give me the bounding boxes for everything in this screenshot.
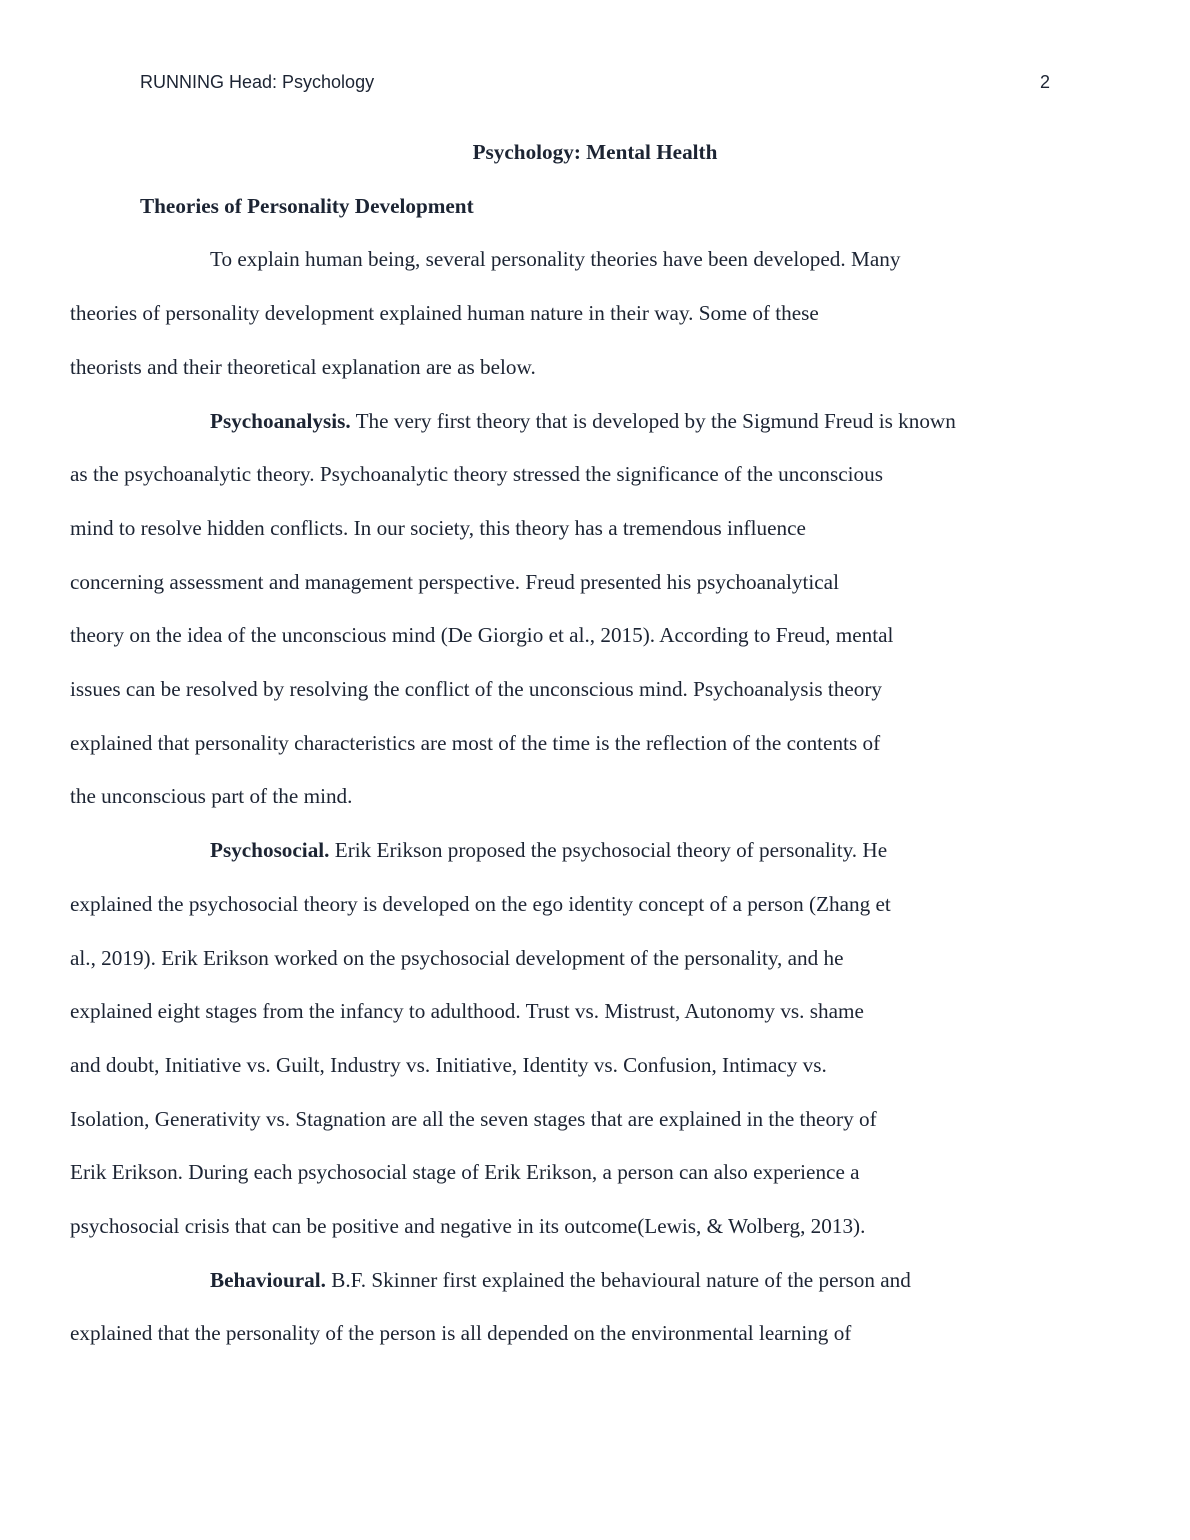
behavioural-paragraph <box>70 1254 1050 1361</box>
paragraph-line: theory on the idea of the unconscious mind (De Giorgio et al., 2015). According to Freud, mental <box>70 623 894 648</box>
paragraph-line: the unconscious part of the mind. <box>70 784 353 809</box>
paragraph-line <box>140 1254 1050 1308</box>
paragraph-first-line-text: B.F. Skinner first explained the behavioural nature of the person and <box>325 1267 911 1292</box>
paragraph-line: explained that personality characteristics are most of the time is the reflection of the contents of <box>70 730 881 755</box>
document-body <box>70 126 1050 1361</box>
page-header <box>140 72 1050 96</box>
paragraph-line: issues can be resolved by resolving the conflict of the unconscious mind. Psychoanalysis theory <box>70 677 883 702</box>
running-head: RUNNING Head: Psychology <box>140 72 375 92</box>
paragraph-line: psychosocial crisis that can be positive and negative in its outcome(Lewis, & Wolberg, 2013). <box>70 1214 866 1239</box>
psychoanalysis-paragraph <box>70 395 1050 825</box>
paragraph-line: theorists and their theoretical explanation are as below. <box>70 354 536 379</box>
section-heading: Theories of Personality Development <box>140 193 474 218</box>
paragraph-line: mind to resolve hidden conflicts. In our society, this theory has a tremendous influence <box>70 515 806 540</box>
paragraph-line: explained eight stages from the infancy to adulthood. Trust vs. Mistrust, Autonomy vs. shame <box>70 999 864 1024</box>
paragraph-line <box>140 395 1050 449</box>
paragraph-line: as the psychoanalytic theory. Psychoanalytic theory stressed the significance of the unconscious <box>70 462 883 487</box>
paragraph-line: Isolation, Generativity vs. Stagnation are all the seven stages that are explained in the theory of <box>70 1106 877 1131</box>
psychoanalysis-heading: Psychoanalysis. <box>210 408 351 433</box>
paragraph-first-line-text: Erik Erikson proposed the psychosocial theory of personality. He <box>329 838 888 863</box>
page-number: 2 <box>1039 72 1050 92</box>
paragraph-line: theories of personality development explained human nature in their way. Some of these <box>70 301 819 326</box>
psychosocial-heading: Psychosocial. <box>210 838 330 863</box>
paragraph-line: Erik Erikson. During each psychosocial stage of Erik Erikson, a person can also experience a <box>70 1160 860 1185</box>
paragraph-first-line-text: The very first theory that is developed by the Sigmund Freud is known <box>350 408 956 433</box>
psychosocial-paragraph <box>70 824 1050 1254</box>
paragraph-line: To explain human being, several personality theories have been developed. Many <box>210 247 901 272</box>
paragraph-line <box>140 824 1050 878</box>
paragraph-line: explained the psychosocial theory is developed on the ego identity concept of a person (Zhang et <box>70 891 891 916</box>
document-title: Psychology: Mental Health <box>472 140 718 164</box>
paragraph-line: and doubt, Initiative vs. Guilt, Industry vs. Initiative, Identity vs. Confusion, Intimacy vs. <box>70 1052 827 1077</box>
behavioural-heading: Behavioural. <box>210 1267 326 1292</box>
intro-paragraph <box>70 233 1050 394</box>
paragraph-line: concerning assessment and management perspective. Freud presented his psychoanalytical <box>70 569 839 594</box>
paragraph-line: al., 2019). Erik Erikson worked on the psychosocial development of the personality, and he <box>70 945 844 970</box>
paragraph-line: explained that the personality of the person is all depended on the environmental learning of <box>70 1321 852 1346</box>
